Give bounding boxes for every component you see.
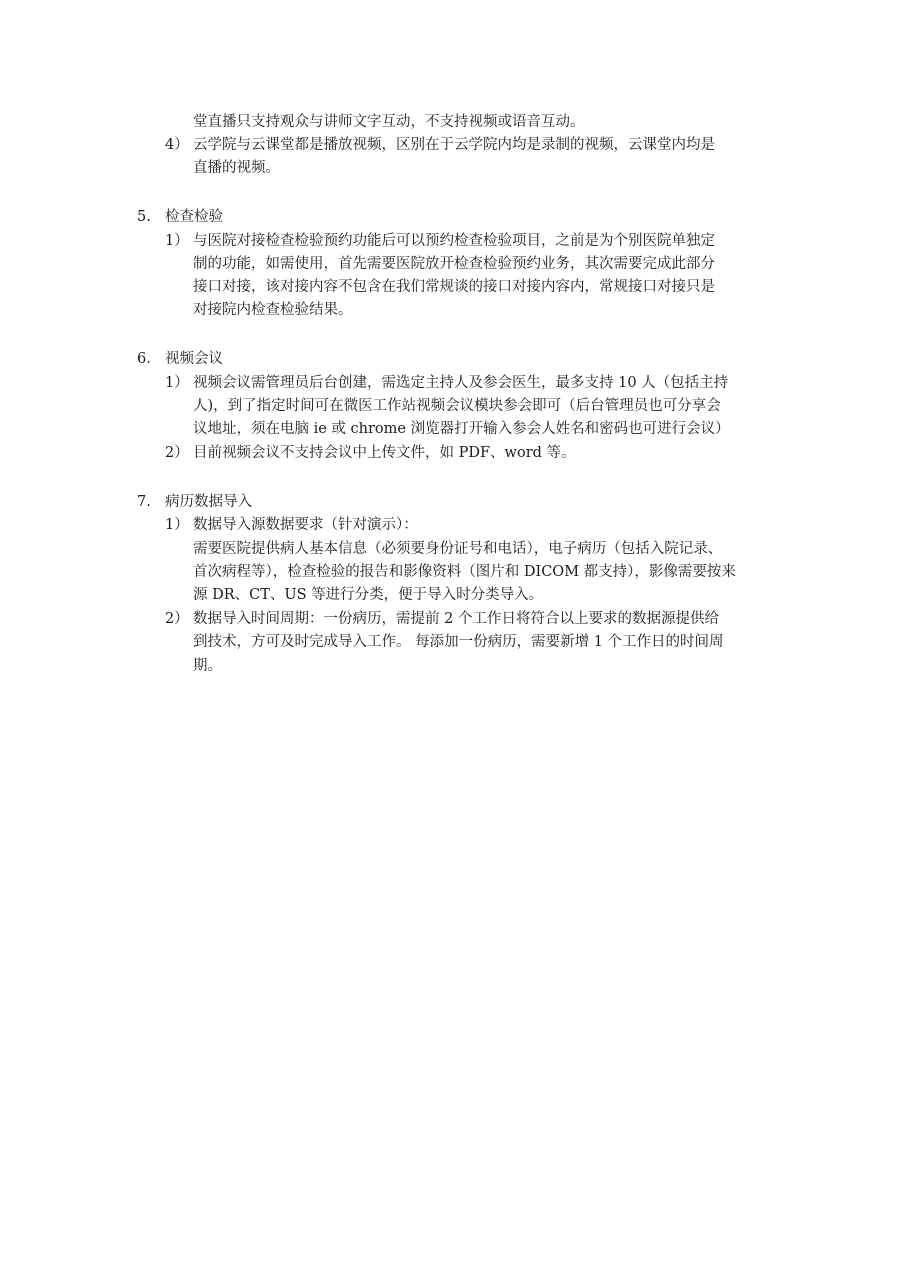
item-text-line: 云学院与云课堂都是播放视频，区别在于云学院内均是录制的视频，云课堂内均是 (193, 137, 715, 153)
item-number: 2） (165, 611, 189, 627)
section-number: 6. (137, 351, 151, 367)
item-text-line: 需要医院提供病人基本信息（必须要身份证号和电话），电子病历（包括入院记录、 (193, 541, 723, 557)
item-text-line: 制的功能，如需使用，首先需要医院放开检查检验预约业务，其次需要完成此部分 (193, 256, 715, 272)
item-number: 1） (165, 517, 189, 533)
item-text-line: 对接院内检查检验结果。 (193, 302, 353, 318)
section-number: 7. (137, 494, 151, 510)
item-number: 1） (165, 233, 189, 249)
section-title: 检查检验 (165, 209, 223, 225)
item-number: 2） (165, 445, 189, 461)
item-text-line: 数据导入源数据要求（针对演示）： (193, 517, 418, 533)
item-text-line: 视频会议需管理员后台创建，需选定主持人及参会医生，最多支持 10 人（包括主持 (193, 375, 729, 391)
item-text-line: 接口对接，该对接内容不包含在我们常规谈的接口对接内容内，常规接口对接只是 (193, 279, 715, 295)
item-number: 4） (165, 137, 189, 153)
item-text-line: 议地址，须在电脑 ie 或 chrome 浏览器打开输入参会人姓名和密码也可进行会议） (193, 421, 730, 437)
section-number: 5. (137, 209, 151, 225)
section-title: 病历数据导入 (165, 494, 252, 510)
item-text-line: 期。 (193, 658, 222, 674)
item-text-line: 与医院对接检查检验预约功能后可以预约检查检验项目，之前是为个别医院单独定 (193, 233, 715, 249)
item-text-line: 首次病程等），检查检验的报告和影像资料（图片和 DICOM 都支持），影像需要按来 (193, 564, 736, 580)
item-text-line: 人)，到了指定时间可在微医工作站视频会议模块参会即可（后台管理员也可分享会 (193, 398, 721, 414)
item-text-line: 目前视频会议不支持会议中上传文件，如 PDF、word 等。 (193, 445, 576, 461)
item-text-line: 数据导入时间周期：一份病历，需提前 2 个工作日将符合以上要求的数据源提供给 (193, 611, 719, 627)
item-text-line: 直播的视频。 (193, 160, 280, 176)
item-text-line: 源 DR、CT、US 等进行分类，便于导入时分类导入。 (193, 587, 544, 603)
continuation-line: 堂直播只支持观众与讲师文字互动，不支持视频或语音互动。 (193, 114, 585, 130)
item-number: 1） (165, 375, 189, 391)
section-title: 视频会议 (165, 351, 223, 367)
item-text-line: 到技术，方可及时完成导入工作。 每添加一份病历，需要新增 1 个工作日的时间周 (193, 634, 724, 650)
